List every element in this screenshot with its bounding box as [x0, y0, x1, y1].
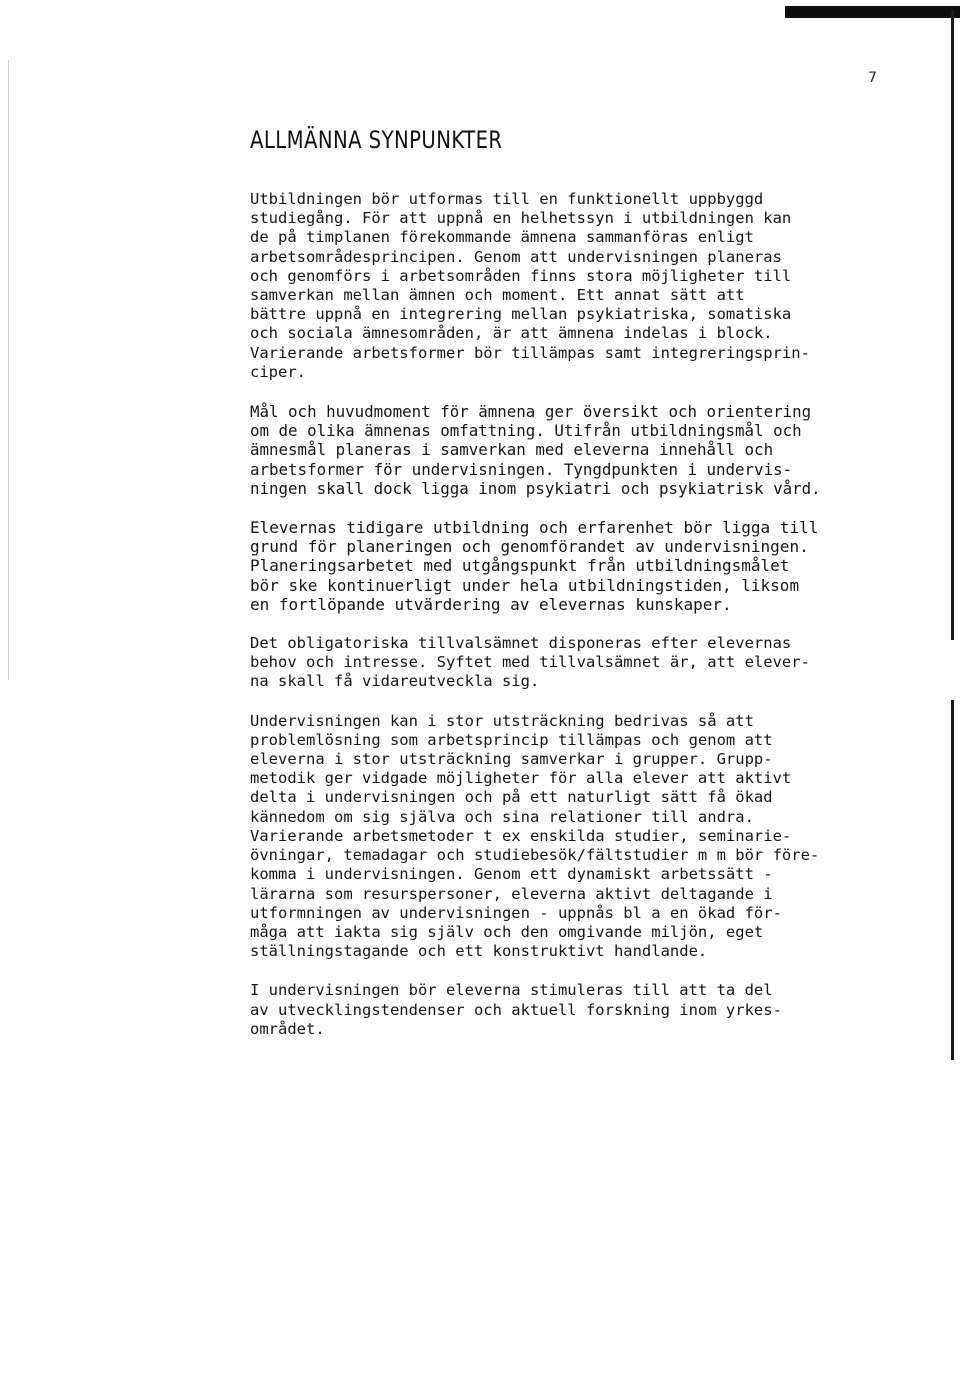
- paragraph: [250, 712, 890, 962]
- text-line: Undervisningen kan i stor utsträckning bedrivas så att: [250, 711, 754, 730]
- margin-rule-left: [8, 60, 9, 680]
- text-line: arbetsformer för undervisningen. Tyngdpunkten i undervis-: [250, 459, 793, 479]
- text-line: bättre uppnå en integrering mellan psykiatriska, somatiska: [250, 305, 792, 324]
- text-line: na skall få vidareutveckla sig.: [250, 672, 540, 691]
- text-line: Varierande arbetsformer bör tillämpas samt integreringsprin-: [250, 343, 810, 362]
- text-line: behov och intresse. Syftet med tillvalsämnet är, att elever-: [250, 653, 810, 672]
- text-line: av utvecklingstendenser och aktuell forskning inom yrkes-: [250, 1000, 782, 1019]
- page-number: 7: [868, 70, 877, 86]
- paragraph: [250, 402, 890, 498]
- paragraph: [250, 518, 890, 614]
- text-line: Det obligatoriska tillvalsämnet disponeras efter elevernas: [250, 634, 792, 653]
- text-line: och genomförs i arbetsområden finns stora möjligheter till: [250, 266, 792, 285]
- text-line: kännedom om sig själva och sina relationer till andra.: [250, 807, 754, 826]
- scan-edge-bar: [785, 6, 960, 18]
- text-line: komma i undervisningen. Genom ett dynamiskt arbetssätt -: [250, 865, 773, 884]
- text-line: lärarna som resurspersoner, eleverna aktivt deltagande i: [250, 884, 773, 903]
- text-line: grund för planeringen och genomförandet av undervisningen.: [250, 537, 809, 557]
- page-heading: ALLMÄNNA SYNPUNKTER: [250, 126, 503, 154]
- text-line: ställningstagande och ett konstruktivt handlande.: [250, 942, 708, 961]
- text-line: övningar, temadagar och studiebesök/fältstudier m m bör före-: [250, 846, 820, 865]
- text-line: Planeringsarbetet med utgångspunkt från utbildningsmålet: [250, 556, 790, 576]
- text-line: måga att iakta sig själv och den omgivande miljön, eget: [250, 922, 764, 941]
- text-line: I undervisningen bör eleverna stimuleras till att ta del: [250, 981, 773, 1000]
- paragraph: [250, 634, 890, 692]
- text-line: ämnesmål planeras i samverkan med eleverna innehåll och: [250, 440, 774, 460]
- text-line: studiegång. För att uppnå en helhetssyn i utbildningen kan: [250, 209, 792, 228]
- paragraph: [250, 981, 890, 1039]
- text-line: bör ske kontinuerligt under hela utbildningstiden, liksom: [250, 575, 800, 595]
- margin-rule-right-upper: [951, 10, 954, 640]
- text-line: området.: [250, 1019, 325, 1038]
- text-line: Varierande arbetsmetoder t ex enskilda studier, seminarie-: [250, 826, 792, 845]
- text-line: ciper.: [250, 362, 306, 381]
- margin-rule-right-lower: [951, 700, 954, 1060]
- text-line: ningen skall dock ligga inom psykiatri och psykiatrisk vård.: [250, 478, 821, 498]
- text-line: och sociala ämnesområden, är att ämnena indelas i block.: [250, 324, 773, 343]
- text-line: Utbildningen bör utformas till en funktionellt uppbyggd: [250, 190, 764, 208]
- text-line: en fortlöpande utvärdering av elevernas kunskaper.: [250, 594, 732, 614]
- text-line: eleverna i stor utsträckning samverkar i grupper. Grupp-: [250, 750, 773, 769]
- paragraph: [250, 190, 890, 382]
- text-line: Mål och huvudmoment för ämnena ger översikt och orientering: [250, 402, 812, 422]
- text-line: om de olika ämnenas omfattning. Utifrån utbildningsmål och: [250, 421, 802, 441]
- text-line: samverkan mellan ämnen och moment. Ett annat sätt att: [250, 286, 745, 305]
- text-line: problemlösning som arbetsprincip tillämpas och genom att: [250, 730, 773, 749]
- text-line: de på timplanen förekommande ämnena sammanföras enligt: [250, 228, 754, 247]
- text-line: metodik ger vidgade möjligheter för alla elever att aktivt: [250, 769, 792, 788]
- text-line: arbetsområdesprincipen. Genom att undervisningen planeras: [250, 247, 782, 266]
- text-line: delta i undervisningen och på ett naturligt sätt få ökad: [250, 788, 773, 807]
- text-line: Elevernas tidigare utbildning och erfarenhet bör ligga till: [250, 518, 819, 538]
- text-line: utformningen av undervisningen - uppnås bl a en ökad för-: [250, 903, 782, 922]
- body-text: [250, 190, 890, 1059]
